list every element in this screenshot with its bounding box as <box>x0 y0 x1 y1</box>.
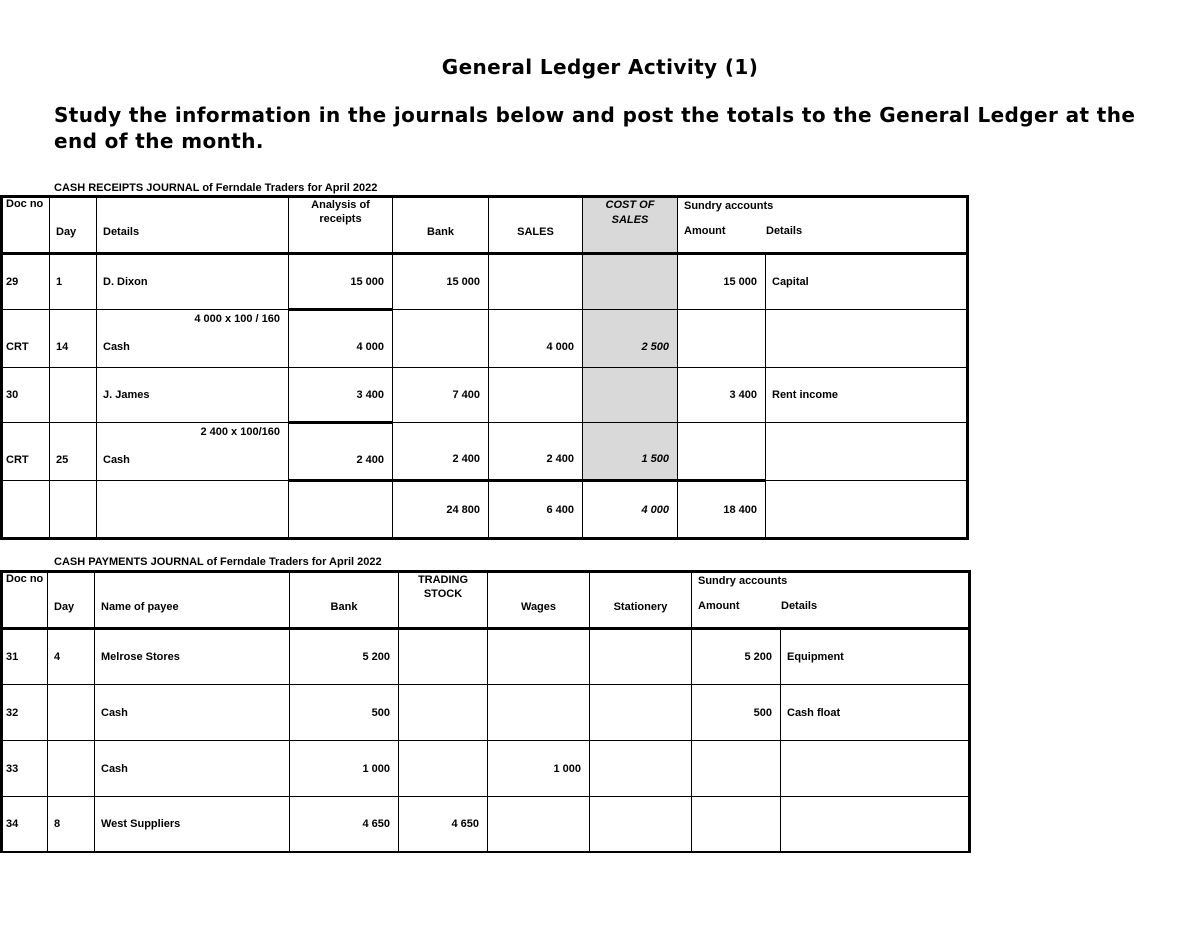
crj-caption: CASH RECEIPTS JOURNAL of Ferndale Traders for April 2022 <box>54 182 378 194</box>
crj-header-bank: Bank <box>393 197 489 254</box>
cpj-payee: West Suppliers <box>95 797 290 852</box>
crj-details: Cash <box>103 341 130 353</box>
crj-sundry-details <box>766 423 968 481</box>
crj-total-sales: 6 400 <box>489 481 583 539</box>
cpj-day <box>48 685 95 741</box>
cpj-wages <box>488 685 590 741</box>
crj-calculation-note: 4 000 x 100 / 160 <box>194 313 280 325</box>
crj-header-sundry-details: Details <box>766 225 803 237</box>
crj-details-cell <box>97 310 289 368</box>
cpj-trading-stock <box>399 629 488 685</box>
cpj-stationery <box>590 797 692 852</box>
cpj-doc: 34 <box>2 797 48 852</box>
cpj-day: 4 <box>48 629 95 685</box>
cpj-sundry-details: Equipment <box>781 629 970 685</box>
crj-header-amount: Amount <box>684 225 726 237</box>
crj-header-row <box>2 197 968 254</box>
crj-bank <box>393 310 489 368</box>
cpj-trading-stock <box>399 685 488 741</box>
cpj-header-day: Day <box>48 572 95 629</box>
cpj-sundry-details: Cash float <box>781 685 970 741</box>
crj-amount <box>678 310 766 368</box>
crj-cost: 2 500 <box>583 310 678 368</box>
crj-header-sales: SALES <box>489 197 583 254</box>
crj-bank: 15 000 <box>393 254 489 310</box>
crj-header-details: Details <box>97 197 289 254</box>
cpj-header-sundry-details: Details <box>781 600 818 612</box>
crj-total-analysis <box>289 481 393 539</box>
cpj-payee: Melrose Stores <box>95 629 290 685</box>
instruction-text: Study the information in the journals below and post the totals to the General Ledger at the end of the month. <box>54 103 1136 153</box>
cpj-doc: 32 <box>2 685 48 741</box>
cash-payments-journal <box>0 570 971 853</box>
crj-doc: CRT <box>2 423 50 481</box>
crj-row <box>2 254 968 310</box>
cpj-row <box>2 741 970 797</box>
crj-analysis: 4 000 <box>289 310 393 368</box>
cpj-amount <box>692 741 781 797</box>
crj-details: D. Dixon <box>97 254 289 310</box>
cpj-wages <box>488 629 590 685</box>
cpj-header-doc: Doc no <box>2 572 48 629</box>
crj-total-amount: 18 400 <box>678 481 766 539</box>
crj-details: Cash <box>103 454 130 466</box>
crj-header-analysis: Analysis of receipts <box>289 197 393 254</box>
crj-header-cost-of-sales: COST OF SALES <box>583 197 678 254</box>
cpj-stationery <box>590 685 692 741</box>
cpj-doc: 33 <box>2 741 48 797</box>
crj-doc: 29 <box>2 254 50 310</box>
crj-details: J. James <box>97 368 289 423</box>
crj-analysis: 3 400 <box>289 368 393 423</box>
cpj-header-sundry <box>692 572 970 629</box>
crj-sundry-details: Rent income <box>766 368 968 423</box>
crj-row <box>2 310 968 368</box>
cpj-header-payee: Name of payee <box>95 572 290 629</box>
crj-sales <box>489 368 583 423</box>
cpj-stationery <box>590 741 692 797</box>
cpj-trading-stock <box>399 741 488 797</box>
crj-total-bank: 24 800 <box>393 481 489 539</box>
crj-amount: 15 000 <box>678 254 766 310</box>
crj-header-sundry <box>678 197 968 254</box>
cpj-stationery <box>590 629 692 685</box>
cpj-day <box>48 741 95 797</box>
crj-cost <box>583 254 678 310</box>
cpj-bank: 4 650 <box>290 797 399 852</box>
cpj-header-sundry-title: Sundry accounts <box>698 575 788 587</box>
crj-total-details <box>97 481 289 539</box>
crj-calculation-note: 2 400 x 100/160 <box>200 426 280 438</box>
page-title: General Ledger Activity (1) <box>441 55 759 79</box>
crj-total-sundry-details <box>766 481 968 539</box>
crj-row <box>2 368 968 423</box>
crj-sales: 4 000 <box>489 310 583 368</box>
cpj-caption: CASH PAYMENTS JOURNAL of Ferndale Traders for April 2022 <box>54 556 382 568</box>
crj-analysis: 15 000 <box>289 254 393 310</box>
cpj-header-trading-stock: TRADING STOCK <box>399 572 488 629</box>
cpj-day: 8 <box>48 797 95 852</box>
crj-sales <box>489 254 583 310</box>
cpj-amount: 500 <box>692 685 781 741</box>
crj-sundry-details <box>766 310 968 368</box>
crj-doc: CRT <box>2 310 50 368</box>
cpj-row <box>2 685 970 741</box>
cash-receipts-journal <box>0 195 969 540</box>
crj-day: 14 <box>50 310 97 368</box>
cpj-payee: Cash <box>95 741 290 797</box>
crj-analysis: 2 400 <box>289 423 393 481</box>
cpj-payee: Cash <box>95 685 290 741</box>
crj-bank: 2 400 <box>393 423 489 481</box>
crj-row <box>2 423 968 481</box>
crj-amount <box>678 423 766 481</box>
crj-details-cell <box>97 423 289 481</box>
cpj-header-amount: Amount <box>698 600 740 612</box>
crj-day: 25 <box>50 423 97 481</box>
crj-sundry-details: Capital <box>766 254 968 310</box>
cpj-wages <box>488 797 590 852</box>
cpj-amount: 5 200 <box>692 629 781 685</box>
crj-day: 1 <box>50 254 97 310</box>
crj-day <box>50 368 97 423</box>
crj-header-doc: Doc no <box>2 197 50 254</box>
crj-total-cost: 4 000 <box>583 481 678 539</box>
cpj-header-stationery: Stationery <box>590 572 692 629</box>
cpj-row <box>2 629 970 685</box>
cpj-sundry-details <box>781 797 970 852</box>
cpj-amount <box>692 797 781 852</box>
cpj-row <box>2 797 970 852</box>
cpj-header-wages: Wages <box>488 572 590 629</box>
crj-sales: 2 400 <box>489 423 583 481</box>
crj-header-sundry-title: Sundry accounts <box>684 200 774 212</box>
crj-cost: 1 500 <box>583 423 678 481</box>
crj-total-day <box>50 481 97 539</box>
cpj-header-row <box>2 572 970 629</box>
crj-amount: 3 400 <box>678 368 766 423</box>
crj-header-day: Day <box>50 197 97 254</box>
cpj-bank: 1 000 <box>290 741 399 797</box>
crj-totals-row <box>2 481 968 539</box>
cpj-wages: 1 000 <box>488 741 590 797</box>
cpj-doc: 31 <box>2 629 48 685</box>
crj-cost <box>583 368 678 423</box>
cpj-sundry-details <box>781 741 970 797</box>
cpj-header-bank: Bank <box>290 572 399 629</box>
cpj-trading-stock: 4 650 <box>399 797 488 852</box>
crj-total-doc <box>2 481 50 539</box>
cpj-bank: 5 200 <box>290 629 399 685</box>
crj-bank: 7 400 <box>393 368 489 423</box>
cpj-bank: 500 <box>290 685 399 741</box>
crj-doc: 30 <box>2 368 50 423</box>
